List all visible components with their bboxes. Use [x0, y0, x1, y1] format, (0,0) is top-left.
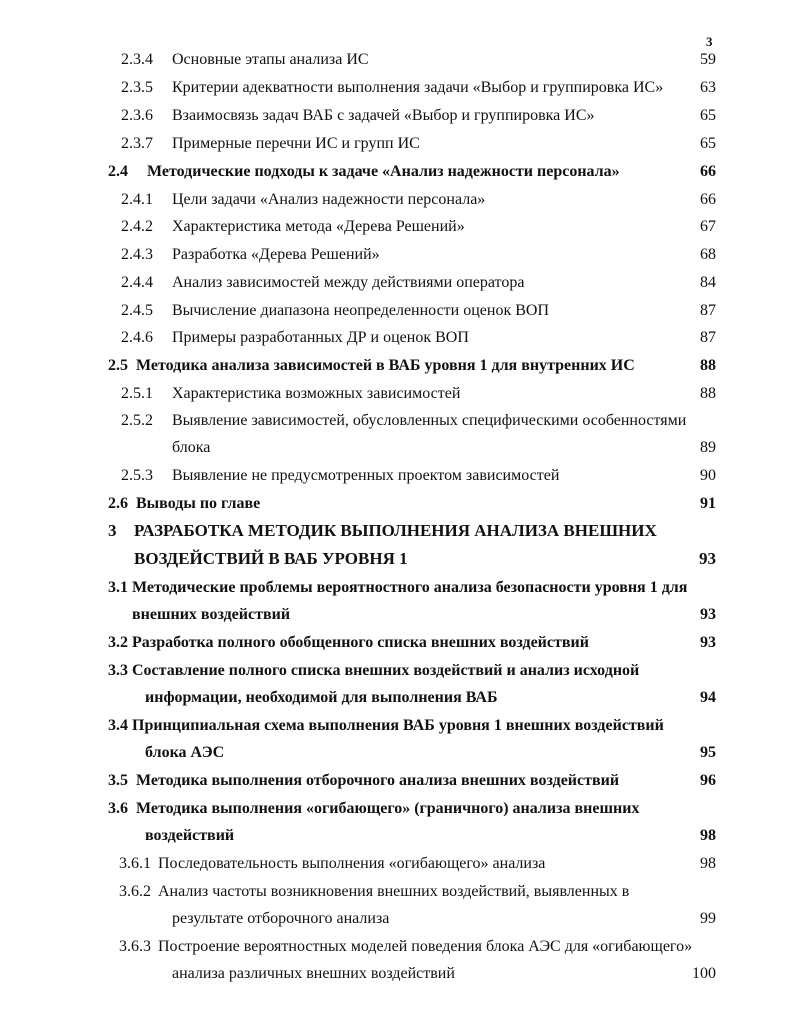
entry-number: 2.5.2 [121, 412, 153, 429]
entry-number: 2.4 [108, 163, 128, 180]
entry-page: 87 [700, 302, 716, 319]
entry-page: 93 [700, 634, 716, 651]
entry-title: Вычисление диапазона неопределенности оценок ВОП [172, 302, 549, 319]
entry-page: 67 [700, 218, 716, 235]
entry-title-continued: внешних воздействий [132, 606, 291, 623]
entry-number: 3.3 [108, 662, 128, 679]
entry-page: 95 [700, 744, 716, 761]
entry-title: Составление полного списка внешних воздействий и анализ исходной [132, 662, 640, 679]
entry-page: 63 [700, 79, 716, 96]
entry-title: Анализ частоты возникновения внешних воздействий, выявленных в [158, 883, 630, 900]
entry-number: 2.4.2 [121, 218, 153, 235]
entry-page: 87 [700, 329, 716, 346]
entry-number: 2.5.3 [121, 467, 153, 484]
toc-entry-3-1[interactable] [0, 578, 799, 626]
entry-title-continued: воздействий [145, 827, 235, 844]
entry-title: Последовательность выполнения «огибающего» анализа [158, 855, 546, 872]
entry-number: 2.5 [108, 357, 128, 374]
entry-title-continued: блока АЭС [145, 744, 225, 761]
entry-page: 66 [700, 163, 716, 180]
entry-title: Критерии адекватности выполнения задачи «Выбор и группировка ИС» [172, 79, 664, 96]
entry-number: 3 [108, 521, 117, 540]
entry-number: 2.4.3 [121, 246, 153, 263]
toc-entry-3-6[interactable] [0, 799, 799, 847]
toc-entry-3-4[interactable] [0, 716, 799, 764]
entry-title: Построение вероятностных моделей поведения блока АЭС для «огибающего» [158, 938, 693, 955]
entry-number: 2.4.4 [121, 274, 153, 291]
entry-title: Методика анализа зависимостей в ВАБ уровня 1 для внутренних ИС [136, 357, 635, 374]
entry-title: Методические проблемы вероятностного анализа безопасности уровня 1 для [132, 579, 688, 596]
entry-title: Характеристика возможных зависимостей [172, 385, 461, 402]
entry-page: 84 [700, 274, 716, 291]
entry-title: Разработка «Дерева Решений» [172, 246, 380, 263]
entry-title: Анализ зависимостей между действиями оператора [172, 274, 525, 291]
entry-title-continued: анализа различных внешних воздействий [172, 965, 455, 982]
entry-page: 66 [700, 191, 716, 208]
entry-number: 3.6 [108, 800, 128, 817]
entry-number: 3.6.1 [119, 855, 151, 872]
entry-page: 99 [700, 910, 716, 927]
entry-number: 2.5.1 [121, 385, 153, 402]
toc-entry-3[interactable] [0, 521, 799, 573]
entry-page: 100 [692, 965, 716, 982]
entry-number: 2.3.4 [121, 51, 153, 68]
entry-number: 2.3.5 [121, 79, 153, 96]
entry-page: 88 [700, 385, 716, 402]
entry-title: Характеристика метода «Дерева Решений» [172, 218, 465, 235]
entry-page: 94 [700, 689, 716, 706]
entry-title-continued: ВОЗДЕЙСТВИЙ В ВАБ УРОВНЯ 1 [134, 549, 408, 568]
entry-number: 3.6.3 [119, 938, 151, 955]
entry-page: 93 [699, 549, 716, 568]
entry-number: 3.2 [108, 634, 128, 651]
page-number: 3 [706, 34, 713, 49]
entry-page: 89 [700, 439, 716, 456]
entry-title-continued: блока [172, 439, 211, 456]
entry-title: Принципиальная схема выполнения ВАБ уровня 1 внешних воздействий [132, 717, 664, 734]
toc-entry-3-6-3[interactable] [0, 937, 799, 985]
entry-title: РАЗРАБОТКА МЕТОДИК ВЫПОЛНЕНИЯ АНАЛИЗА ВНЕШНИХ [134, 521, 657, 540]
entry-page: 93 [700, 606, 716, 623]
entry-number: 3.5 [108, 772, 128, 789]
entry-number: 3.4 [108, 717, 128, 734]
entry-number: 3.6.2 [119, 883, 151, 900]
entry-title: Разработка полного обобщенного списка внешних воздействий [132, 634, 589, 651]
entry-title: Выявление зависимостей, обусловленных специфическими особенностями [172, 412, 687, 429]
entry-title: Взаимосвязь задач ВАБ с задачей «Выбор и группировка ИС» [172, 107, 595, 124]
entry-title-continued: информации, необходимой для выполнения ВАБ [145, 689, 498, 706]
entry-page: 88 [700, 357, 716, 374]
entry-title: Методические подходы к задаче «Анализ надежности персонала» [147, 163, 620, 180]
entry-number: 3.1 [108, 579, 128, 596]
entry-number: 2.4.5 [121, 302, 153, 319]
entry-title: Методика выполнения «огибающего» (граничного) анализа внешних [136, 800, 640, 817]
entry-title: Выводы по главе [136, 495, 261, 512]
entry-page: 98 [700, 855, 716, 872]
entry-title: Примерные перечни ИС и групп ИС [172, 135, 420, 152]
toc-entry-3-3[interactable] [0, 661, 799, 709]
toc-entry-2-5-2[interactable] [0, 411, 799, 459]
entry-page: 59 [700, 51, 716, 68]
entry-title: Цели задачи «Анализ надежности персонала» [172, 191, 486, 208]
entry-title: Основные этапы анализа ИС [172, 51, 369, 68]
entry-number: 2.3.6 [121, 107, 153, 124]
entry-number: 2.4.1 [121, 191, 153, 208]
entry-title: Выявление не предусмотренных проектом зависимостей [172, 467, 560, 484]
toc-entry-3-6-2[interactable] [0, 882, 799, 930]
entry-page: 96 [700, 772, 716, 789]
entry-page: 91 [700, 495, 716, 512]
entry-page: 98 [700, 827, 716, 844]
entry-title: Примеры разработанных ДР и оценок ВОП [172, 329, 469, 346]
entry-page: 65 [700, 135, 716, 152]
entry-page: 90 [700, 467, 716, 484]
entry-number: 2.3.7 [121, 135, 153, 152]
entry-page: 68 [700, 246, 716, 263]
entry-page: 65 [700, 107, 716, 124]
entry-number: 2.6 [108, 495, 128, 512]
entry-title-continued: результате отборочного анализа [172, 910, 390, 927]
entry-title: Методика выполнения отборочного анализа внешних воздействий [136, 772, 620, 789]
entry-number: 2.4.6 [121, 329, 153, 346]
